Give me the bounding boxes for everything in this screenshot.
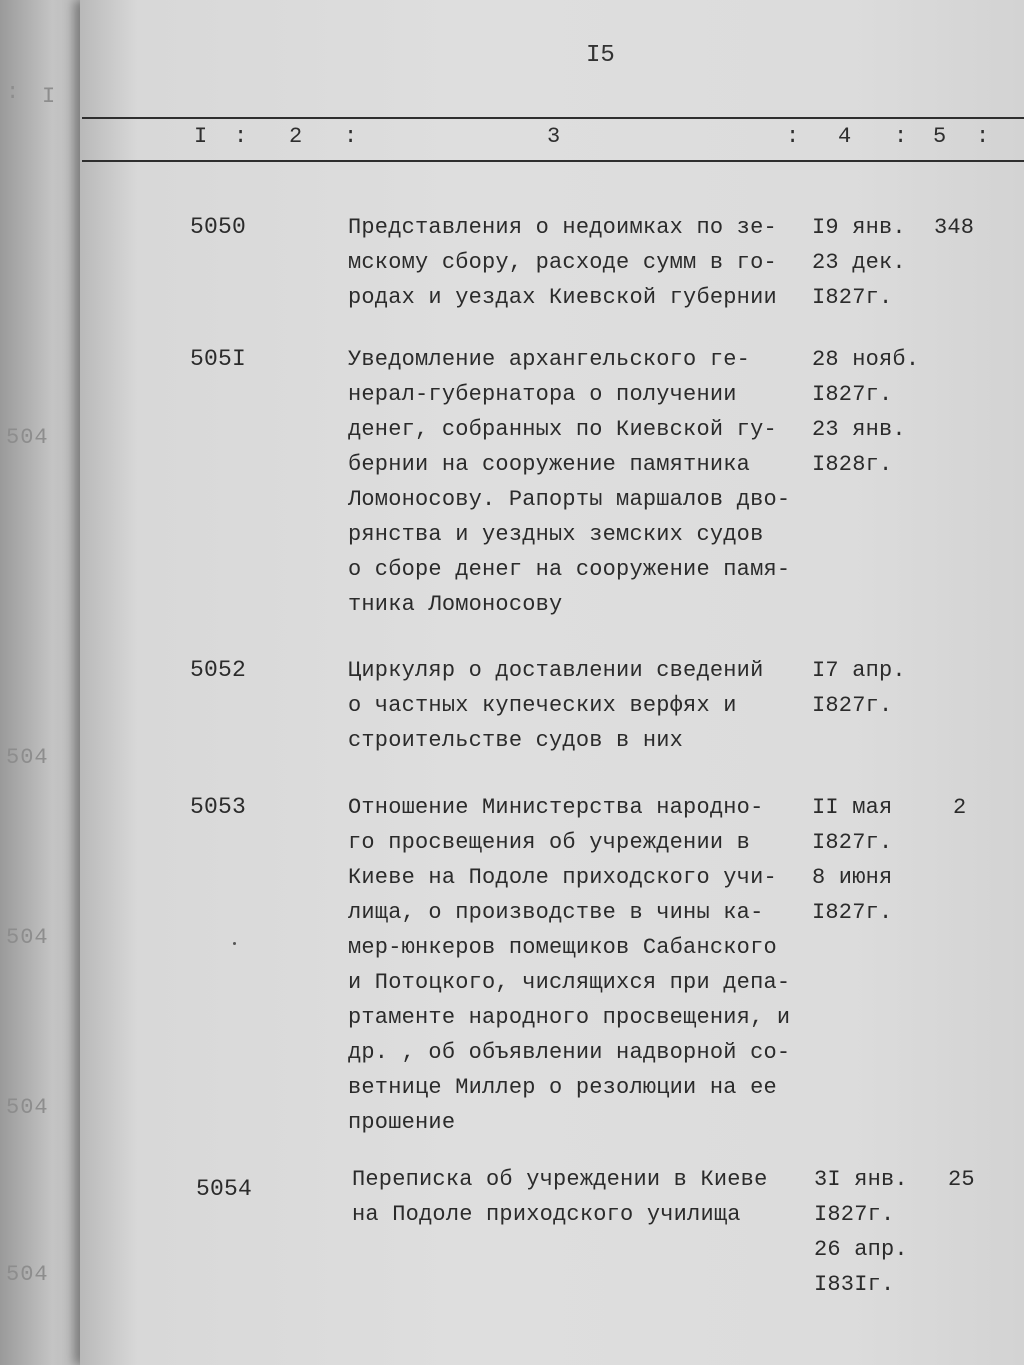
date-line: I9 янв. — [812, 215, 906, 240]
description-line: бернии на сооружение памятника — [348, 452, 751, 477]
description-line: нерал-губернатора о получении — [348, 382, 737, 407]
record-number: 5050 — [190, 214, 247, 240]
date-line: I827г. — [812, 900, 893, 925]
paper-speck — [233, 942, 236, 945]
col-header-1: I — [194, 124, 208, 149]
date-line: I827г. — [812, 830, 893, 855]
prev-page-fragment: 504 — [6, 425, 49, 450]
page-number: I5 — [586, 42, 615, 69]
description-line: на Подоле приходского училища — [352, 1202, 741, 1227]
record-description — [348, 210, 777, 315]
date-line: I7 апр. — [812, 658, 906, 683]
description-line: мер-юнкеров помещиков Сабанского — [348, 935, 777, 960]
prev-page-fragment: 504 — [6, 1095, 49, 1120]
record-description — [352, 1162, 767, 1232]
col-header-sep: : — [894, 124, 908, 149]
prev-page-fragment: 504 — [6, 745, 49, 770]
col-header-sep: : — [234, 124, 248, 149]
record-description — [348, 342, 790, 622]
prev-page-fragment: 504 — [6, 925, 49, 950]
col-header-2: 2 — [289, 124, 303, 149]
prev-page-fragment: : — [6, 80, 21, 105]
col-header-5: 5 — [933, 124, 947, 149]
description-line: го просвещения об учреждении в — [348, 830, 751, 855]
record-dates — [812, 342, 919, 482]
description-line: ветнице Миллер о резолюции на ее — [348, 1075, 777, 1100]
record-dates — [812, 653, 906, 723]
description-line: Отношение Министерства народно- — [348, 795, 764, 820]
description-line: мскому сбору, расходе сумм в го- — [348, 250, 777, 275]
col-header-sep: : — [786, 124, 800, 149]
record-dates — [814, 1162, 908, 1302]
date-line: I827г. — [812, 285, 893, 310]
description-line: строительстве судов в них — [348, 728, 684, 753]
record-number: 5052 — [190, 657, 247, 683]
date-line: 3I янв. — [814, 1167, 908, 1192]
record-description — [348, 653, 763, 758]
typewritten-page — [80, 0, 1024, 1365]
description-line: прошение — [348, 1110, 456, 1135]
record-dates — [812, 790, 892, 930]
date-line: 28 нояб. — [812, 347, 920, 372]
date-line: 8 июня — [812, 865, 893, 890]
description-line: Циркуляр о доставлении сведений — [348, 658, 764, 683]
date-line: 26 апр. — [814, 1237, 908, 1262]
record-sheets: 2 — [953, 795, 967, 820]
date-line: I827г. — [812, 693, 893, 718]
description-line: денег, собранных по Киевской гу- — [348, 417, 777, 442]
col-header-3: 3 — [547, 124, 561, 149]
description-line: о сборе денег на сооружение памя- — [348, 557, 791, 582]
date-line: I828г. — [812, 452, 893, 477]
record-number: 505I — [190, 346, 247, 372]
record-description — [348, 790, 790, 1140]
date-line: 23 янв. — [812, 417, 906, 442]
date-line: II мая — [812, 795, 893, 820]
description-line: рянства и уездных земских судов — [348, 522, 764, 547]
description-line: Представления о недоимках по зе- — [348, 215, 777, 240]
description-line: о частных купеческих верфях и — [348, 693, 737, 718]
description-line: Уведомление архангельского ге- — [348, 347, 751, 372]
date-line: 23 дек. — [812, 250, 906, 275]
description-line: др. , об объявлении надворной со- — [348, 1040, 791, 1065]
record-number: 5053 — [190, 794, 247, 820]
description-line: лища, о производстве в чины ка- — [348, 900, 764, 925]
description-line: Переписка об учреждении в Киеве — [352, 1167, 768, 1192]
prev-page-fragment: I — [42, 84, 57, 109]
record-sheets: 348 — [934, 215, 975, 240]
record-dates — [812, 210, 906, 315]
date-line: I827г. — [814, 1202, 895, 1227]
date-line: I83Iг. — [814, 1272, 895, 1297]
col-header-sep: : — [344, 124, 358, 149]
col-header-4: 4 — [838, 124, 852, 149]
description-line: Киеве на Подоле приходского учи- — [348, 865, 777, 890]
description-line: ртаменте народного просвещения, и — [348, 1005, 791, 1030]
description-line: и Потоцкого, числящихся при депа- — [348, 970, 791, 995]
prev-page-fragment: 504 — [6, 1262, 49, 1287]
record-number: 5054 — [196, 1176, 253, 1202]
date-line: I827г. — [812, 382, 893, 407]
header-rule-bottom — [82, 160, 1024, 162]
record-sheets: 25 — [948, 1167, 975, 1192]
description-line: Ломоносову. Рапорты маршалов дво- — [348, 487, 791, 512]
description-line: родах и уездах Киевской губернии — [348, 285, 777, 310]
header-rule-top — [82, 117, 1024, 119]
col-header-sep: : — [976, 124, 990, 149]
description-line: тника Ломоносову — [348, 592, 563, 617]
